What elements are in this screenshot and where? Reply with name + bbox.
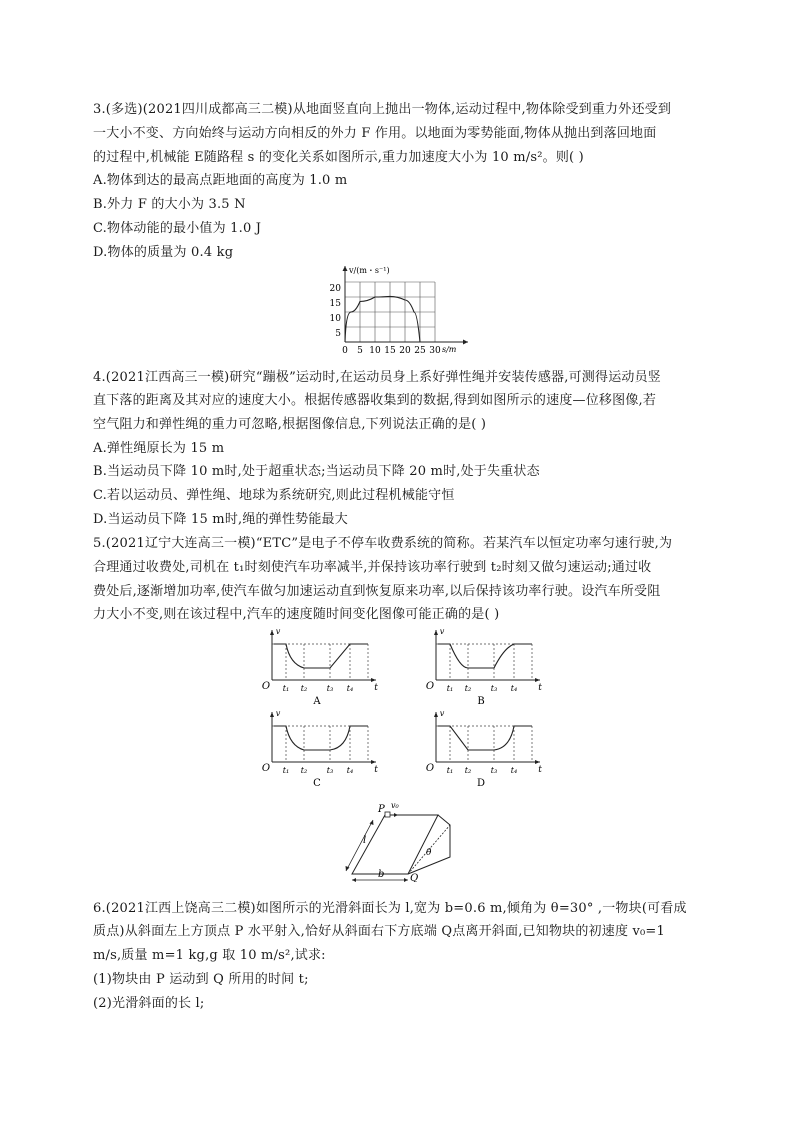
velocity-displacement-graph bbox=[320, 262, 470, 356]
graph-ylabel: v/(m・s⁻¹) bbox=[349, 266, 390, 275]
q5-line-3: 费处后,逐渐增加功率,使汽车做匀加速运动直到恢复原来功率,以后保持该功率行驶。设汽车所受阻 bbox=[93, 584, 661, 599]
origin-label: O bbox=[425, 763, 435, 774]
q6-line-2: 质点)从斜面左上方顶点 P 水平射入,恰好从斜面右下方底端 Q点离开斜面,已知物块的初速度 v₀=1 bbox=[93, 924, 665, 939]
xtick-label: 30 bbox=[429, 346, 441, 356]
velocity-curve bbox=[345, 296, 420, 342]
tick-label: t₃ bbox=[490, 766, 498, 775]
graph-option-label: C bbox=[313, 778, 321, 788]
xtick-label: 5 bbox=[357, 346, 363, 356]
t-axis-arrow bbox=[535, 678, 540, 682]
q3-line-2: 一大小不变、方向始终与运动方向相反的外力 F 作用。以地面为零势能面,物体从抛出到落回地面 bbox=[93, 126, 657, 141]
v-axis-label: v bbox=[439, 709, 445, 718]
velocity-curve bbox=[274, 644, 368, 668]
label-q: Q bbox=[410, 873, 419, 882]
t-axis-arrow bbox=[371, 678, 376, 682]
tick-label: t₃ bbox=[326, 766, 334, 775]
tick-label: t₄ bbox=[510, 766, 518, 775]
graph-option-label: D bbox=[476, 778, 486, 788]
label-v0: v₀ bbox=[391, 801, 399, 810]
tick-label: t₃ bbox=[326, 684, 334, 693]
origin-label: O bbox=[261, 763, 271, 774]
incline-figure bbox=[340, 797, 470, 882]
vt-graph-d bbox=[424, 708, 544, 788]
v-axis-arrow bbox=[270, 712, 274, 717]
tick-label: t₁ bbox=[446, 684, 454, 693]
v-axis-label: v bbox=[439, 627, 445, 636]
xtick-label: 0 bbox=[342, 346, 348, 356]
q4-line-2: 直下落的距离及其对应的速度大小。根据传感器收集到的数据,得到如图所示的速度—位移图像,若 bbox=[93, 393, 657, 408]
q5-line-4: 力大小不变,则在该过程中,汽车的速度随时间变化图像可能正确的是( ) bbox=[93, 607, 500, 622]
q3-option-d: D.物体的质量为 0.4 kg bbox=[93, 245, 234, 260]
label-p: P bbox=[378, 804, 385, 815]
t-axis-arrow bbox=[535, 760, 540, 764]
t-axis-label: t bbox=[374, 765, 378, 775]
ytick-label: 10 bbox=[329, 314, 341, 324]
q6-line-3: m/s,质量 m=1 kg,g 取 10 m/s²,试求: bbox=[93, 948, 326, 963]
origin-label: O bbox=[261, 681, 271, 692]
vt-graph-a bbox=[260, 626, 380, 706]
tick-label: t₂ bbox=[464, 766, 472, 775]
t-axis-label: t bbox=[538, 765, 542, 775]
xtick-label: 25 bbox=[414, 346, 426, 356]
tick-label: t₂ bbox=[300, 766, 308, 775]
t-axis-label: t bbox=[374, 683, 378, 693]
velocity-curve bbox=[274, 726, 368, 750]
q4-line-1: 4.(2021江西高三一模)研究“蹦极”运动时,在运动员身上系好弹性绳并安装传感器,可测得运动员竖 bbox=[93, 370, 661, 385]
graph-option-label: A bbox=[313, 696, 321, 706]
tick-label: t₄ bbox=[346, 684, 354, 693]
q3-option-a: A.物体到达的最高点距地面的高度为 1.0 m bbox=[93, 173, 348, 188]
v-axis-label: v bbox=[275, 627, 281, 636]
graph-option-label: B bbox=[477, 696, 485, 706]
vt-graph-c bbox=[260, 708, 380, 788]
tick-label: t₁ bbox=[282, 684, 290, 693]
xtick-label: 20 bbox=[399, 346, 411, 356]
q3-option-b: B.外力 F 的大小为 3.5 N bbox=[93, 197, 246, 212]
ytick-label: 15 bbox=[329, 299, 341, 309]
v-axis-arrow bbox=[434, 712, 438, 717]
label-b: b bbox=[378, 869, 385, 880]
t-axis-label: t bbox=[538, 683, 542, 693]
q4-option-b: B.当运动员下降 10 m时,处于超重状态;当运动员下降 20 m时,处于失重状态 bbox=[93, 464, 540, 479]
graph-grid bbox=[345, 282, 435, 342]
tick-label: t₁ bbox=[446, 766, 454, 775]
q3-line-1: 3.(多选)(2021四川成都高三二模)从地面竖直向上抛出一物体,运动过程中,物体除受到重力外还受到 bbox=[93, 102, 672, 117]
q3-option-c: C.物体动能的最小值为 1.0 J bbox=[93, 221, 262, 236]
label-l: l bbox=[363, 835, 367, 846]
v-axis-label: v bbox=[275, 709, 281, 718]
q3-line-3: 的过程中,机械能 E随路程 s 的变化关系如图所示,重力加速度大小为 10 m/s²。则( ) bbox=[93, 150, 584, 165]
origin-label: O bbox=[425, 681, 435, 692]
q4-option-d: D.当运动员下降 15 m时,绳的弹性势能最大 bbox=[93, 512, 348, 527]
velocity-curve bbox=[438, 644, 532, 668]
ytick-label: 5 bbox=[335, 329, 341, 339]
tick-label: t₁ bbox=[282, 766, 290, 775]
xtick-label: 10 bbox=[369, 346, 381, 356]
ytick-label: 20 bbox=[329, 284, 341, 294]
t-axis-arrow bbox=[371, 760, 376, 764]
tick-label: t₃ bbox=[490, 684, 498, 693]
xtick-label: 15 bbox=[384, 346, 396, 356]
v-axis-arrow bbox=[270, 630, 274, 635]
q4-option-c: C.若以运动员、弹性绳、地球为系统研究,则此过程机械能守恒 bbox=[93, 488, 455, 503]
q5-line-1: 5.(2021辽宁大连高三一模)“ETC”是电子不停车收费系统的简称。若某汽车以恒定功率匀速行驶,为 bbox=[93, 536, 673, 551]
q5-line-2: 合理通过收费处,司机在 t₁时刻使汽车功率减半,并保持该功率行驶到 t₂时刻又做匀速运动;通过收 bbox=[93, 560, 652, 575]
q4-line-3: 空气阻力和弹性绳的重力可忽略,根据图像信息,下列说法正确的是( ) bbox=[93, 417, 487, 432]
tick-label: t₂ bbox=[464, 684, 472, 693]
v-axis-arrow bbox=[434, 630, 438, 635]
tick-label: t₄ bbox=[346, 766, 354, 775]
tick-label: t₄ bbox=[510, 684, 518, 693]
q6-line-5: (2)光滑斜面的长 l; bbox=[93, 996, 205, 1011]
label-theta: θ bbox=[426, 848, 432, 858]
graph-xlabel: s/m bbox=[442, 345, 457, 354]
velocity-curve bbox=[438, 726, 532, 750]
vt-graph-b bbox=[424, 626, 544, 706]
tick-label: t₂ bbox=[300, 684, 308, 693]
q6-line-1: 6.(2021江西上饶高三二模)如图所示的光滑斜面长为 l,宽为 b=0.6 m,倾角为 θ=30° ,一物块(可看成 bbox=[93, 901, 687, 916]
q4-option-a: A.弹性绳原长为 15 m bbox=[93, 441, 225, 456]
q6-line-4: (1)物块由 P 运动到 Q 所用的时间 t; bbox=[93, 972, 309, 987]
